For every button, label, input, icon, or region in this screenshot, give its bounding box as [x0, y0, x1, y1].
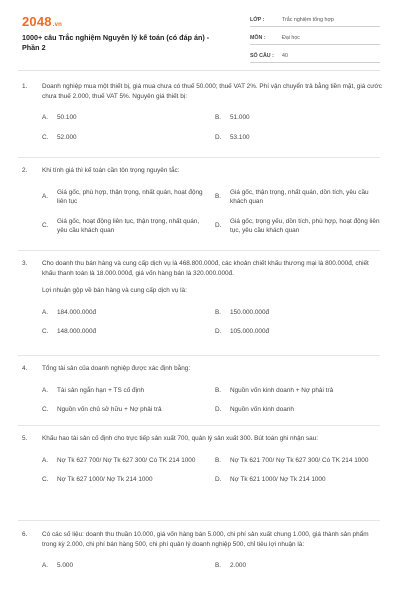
answer-letter: D. — [215, 328, 222, 335]
answer-option-c[interactable] — [42, 405, 209, 415]
page-title: 1000+ câu Trắc nghiệm Nguyên lý kế toán (có đáp án) - Phần 2 — [22, 33, 210, 52]
answer-letter: D. — [215, 222, 222, 230]
meta-value: 40 — [282, 52, 288, 59]
question-4 — [22, 364, 384, 415]
answer-option-b[interactable] — [215, 386, 382, 396]
answer-option-a[interactable] — [42, 188, 209, 207]
answer-grid — [42, 456, 382, 485]
answer-text: 148.000.000đ — [57, 328, 97, 335]
answer-text: Giá gốc, trọng yếu, dồn tích, phù hợp, hoạt động liên tục, yêu cầu khách quan — [230, 217, 380, 234]
answer-text: 51.000 — [230, 114, 250, 121]
question-number: 5. — [22, 435, 28, 442]
question-text: Có các số liệu: doanh thu thuần 10.000, giá vốn hàng bán 5.000, chi phí sản xuất chung 1.000, giá thành sản phẩm trong kỳ 2.000, chi phí bán hàng 500, chi phí quản lý doanh nghiệp 500, chỉ tiêu lợi nhuận là: — [42, 531, 369, 548]
answer-option-c[interactable] — [42, 327, 209, 337]
answer-letter: C. — [42, 133, 49, 141]
answer-letter: B. — [215, 386, 222, 394]
answer-letter: A. — [42, 456, 49, 464]
header-divider — [18, 70, 380, 71]
answer-letter: B. — [215, 308, 222, 316]
meta-label: MÔN : — [250, 34, 266, 41]
question-number: 1. — [22, 83, 28, 90]
meta-row-class — [250, 13, 380, 27]
answer-option-d[interactable] — [215, 217, 382, 236]
answer-option-d[interactable] — [215, 327, 382, 337]
answer-text: 50.100 — [57, 114, 77, 121]
logo-main: 2048 — [22, 14, 52, 29]
answer-option-c[interactable] — [42, 217, 209, 236]
answer-text: 184.000.000đ — [57, 308, 97, 316]
answer-text: Nguồn vốn chủ sở hữu + Nợ phải trả — [57, 406, 162, 413]
answer-letter: C. — [42, 328, 49, 335]
answer-option-d[interactable] — [215, 133, 382, 143]
question-text: Cho doanh thu bán hàng và cung cấp dịch vụ là 468.800.000đ, các khoản chiết khấu thương mại là 800.000đ, chiết khấu thanh toán là 18.000.000đ, giá vốn hàng bán là 320.000.000đ. — [42, 260, 369, 277]
answer-option-b[interactable] — [215, 188, 382, 207]
answer-text: 150.000.000đ — [230, 308, 270, 316]
answer-text: Giá gốc, hoạt động liên tục, thận trọng, nhất quán, yêu cầu khách quan — [57, 217, 200, 234]
question-divider — [18, 520, 380, 521]
meta-label: LỚP : — [250, 16, 265, 23]
answer-option-a[interactable] — [42, 113, 209, 123]
answer-text: Giá gốc, phù hợp, thận trọng, nhất quán, hoạt động liên tục — [57, 188, 203, 205]
answer-text: 52.000 — [57, 133, 77, 141]
answer-text: Nguồn vốn kinh doanh + Nợ phải trả — [230, 386, 334, 394]
answer-grid — [42, 113, 382, 142]
answer-option-b[interactable] — [215, 113, 382, 123]
header — [0, 0, 400, 70]
answer-option-c[interactable] — [42, 133, 209, 143]
answer-text: Nguồn vốn kinh doanh — [230, 406, 294, 413]
answer-letter: B. — [215, 456, 222, 464]
question-subtext: Lợi nhuận gộp về bán hàng và cung cấp dịch vụ là: — [42, 287, 187, 294]
answer-option-b[interactable] — [215, 456, 382, 466]
answer-text: Tài sản ngắn hạn + TS cố định — [57, 386, 145, 394]
answer-option-a[interactable] — [42, 561, 209, 571]
answer-letter: C. — [42, 406, 49, 413]
meta-label: SỐ CÂU : — [250, 52, 274, 59]
answer-option-d[interactable] — [215, 475, 382, 485]
answer-text: 105.000.000đ — [230, 328, 270, 335]
answer-letter: D. — [215, 133, 222, 141]
answer-letter: A. — [42, 308, 49, 316]
answer-grid — [42, 386, 382, 415]
answer-letter: A. — [42, 562, 49, 569]
question-text: Doanh nghiệp mua một thiết bị, giá mua chưa có thuế 50.000; thuế VAT 2%. Phí vận chuyển trả bằng tiền mặt, giá cước chưa thuế 2.000, thuế VAT 5%. Nguyên giá thiết bị: — [42, 83, 382, 100]
answer-option-a[interactable] — [42, 386, 209, 396]
question-text: Khấu hao tài sản cố định cho trực tiếp sản xuất 700, quản lý sản xuất 300. Bút toán ghi nhận sau: — [42, 435, 319, 442]
question-6 — [22, 530, 384, 571]
question-1 — [22, 82, 384, 142]
answer-text: 5.000 — [57, 562, 73, 569]
question-number: 4. — [22, 365, 28, 372]
answer-letter: D. — [215, 406, 222, 413]
answer-letter: B. — [215, 114, 222, 121]
question-text: Tổng tài sản của doanh nghiệp được xác định bằng: — [42, 365, 191, 372]
question-text: Khi tính giá thì kế toán cần tôn trọng nguyên tắc: — [42, 167, 180, 174]
answer-letter: D. — [215, 476, 222, 483]
answer-letter: C. — [42, 476, 49, 483]
answer-text: Nợ Tk 627 700/ Nợ Tk 627 300/ Có TK 214 1000 — [57, 456, 196, 464]
answer-text: Giá gốc, thận trọng, nhất quán, dồn tích, yêu cầu khách quan — [230, 188, 369, 205]
question-divider — [18, 355, 380, 356]
answer-letter: C. — [42, 222, 49, 230]
answer-text: Nợ Tk 621 1000/ Nợ Tk 214 1000 — [230, 476, 326, 483]
answer-letter: A. — [42, 193, 49, 201]
answer-option-b[interactable] — [215, 561, 382, 571]
question-divider — [18, 425, 380, 426]
meta-panel — [250, 13, 380, 67]
question-number: 6. — [22, 531, 28, 538]
answer-grid — [42, 308, 382, 337]
answer-text: 53.100 — [230, 133, 250, 141]
answer-letter: B. — [215, 193, 222, 201]
meta-value: Trắc nghiệm tổng hợp — [282, 16, 334, 23]
answer-option-d[interactable] — [215, 405, 382, 415]
meta-row-subject — [250, 31, 380, 45]
answer-letter: B. — [215, 562, 222, 569]
answer-letter: A. — [42, 386, 49, 394]
answer-letter: A. — [42, 114, 49, 121]
answer-option-c[interactable] — [42, 475, 209, 485]
answer-option-b[interactable] — [215, 308, 382, 318]
answer-text: Nợ Tk 621 700/ Nợ Tk 627 300/ Có TK 214 1000 — [230, 456, 369, 464]
answer-option-a[interactable] — [42, 456, 209, 466]
question-5 — [22, 434, 384, 485]
meta-value: Đại học — [282, 34, 300, 41]
answer-grid — [42, 188, 382, 236]
question-2 — [22, 166, 384, 236]
question-number: 3. — [22, 260, 28, 267]
answer-option-a[interactable] — [42, 308, 209, 318]
answer-grid — [42, 561, 382, 571]
question-3 — [22, 259, 384, 337]
site-logo[interactable] — [22, 14, 62, 29]
answer-text: Nợ Tk 627 1000/ Nợ Tk 214 1000 — [57, 476, 153, 483]
question-divider — [18, 250, 380, 251]
logo-suffix: .vn — [52, 22, 63, 28]
meta-row-count — [250, 49, 380, 63]
question-divider — [18, 157, 380, 158]
answer-text: 2.000 — [230, 562, 246, 569]
question-number: 2. — [22, 167, 28, 174]
